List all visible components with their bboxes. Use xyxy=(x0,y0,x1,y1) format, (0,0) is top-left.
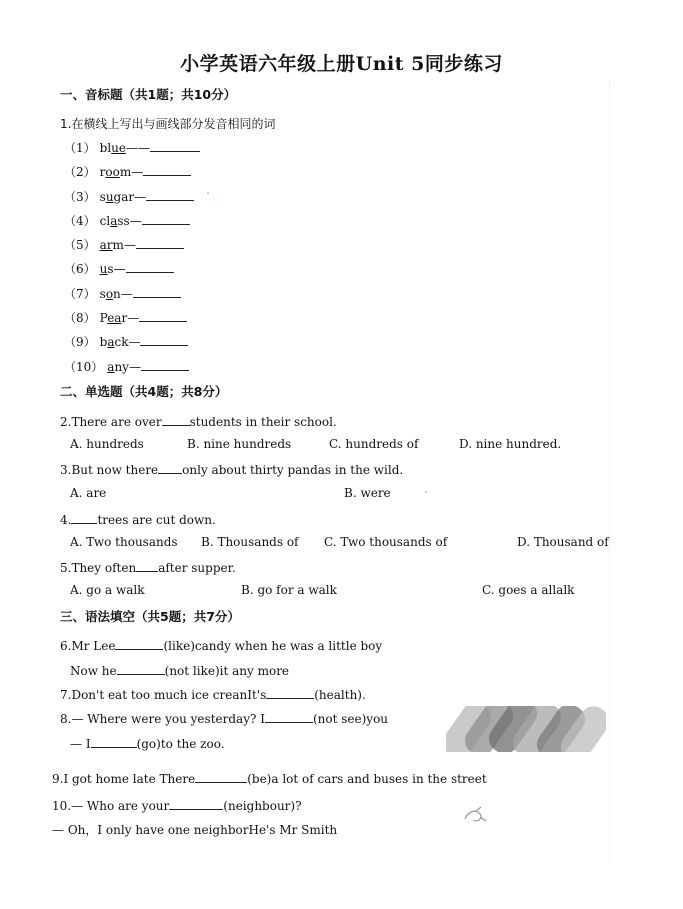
dash: — xyxy=(134,190,147,204)
word-part: bl xyxy=(99,141,112,155)
question-9 xyxy=(52,770,487,787)
item-number: （6） xyxy=(64,262,96,276)
underlined-sound: a xyxy=(107,335,115,349)
item-number: （8） xyxy=(64,311,96,325)
answer-blank[interactable] xyxy=(136,236,184,249)
answer-blank[interactable] xyxy=(133,285,181,298)
answer-blank[interactable] xyxy=(142,212,190,225)
word-part: s xyxy=(107,262,114,276)
q2-option-c[interactable]: C. hundreds of xyxy=(329,437,419,451)
dash: — xyxy=(128,360,141,374)
q4-option-b[interactable]: B. Thousands of xyxy=(201,535,299,549)
question-2-text-a: 2.There are over xyxy=(60,415,162,429)
underlined-sound: a xyxy=(110,214,118,228)
question-10-reply: — Oh，I only have one neighborHe's Mr Smith xyxy=(52,823,338,837)
item-number: （5） xyxy=(64,238,96,252)
q2-option-a[interactable]: A. hundreds xyxy=(70,437,144,451)
q4-option-a[interactable]: A. Two thousands xyxy=(70,535,178,549)
word-part: ny xyxy=(114,360,129,374)
scribble-icon xyxy=(462,805,488,827)
word-part: ck xyxy=(114,335,129,349)
underlined-sound: u xyxy=(99,262,108,276)
word-part: s xyxy=(99,190,106,204)
phonics-item xyxy=(64,358,189,375)
phonics-item xyxy=(64,333,188,350)
answer-blank[interactable] xyxy=(265,710,313,723)
word-part: n xyxy=(113,287,121,301)
q2-option-b[interactable]: B. nine hundreds xyxy=(187,437,292,451)
question-7-text-b: (health). xyxy=(314,688,366,702)
answer-blank[interactable] xyxy=(150,139,200,152)
dash: — xyxy=(113,262,126,276)
word-part: m xyxy=(112,238,124,252)
answer-blank[interactable] xyxy=(139,309,187,322)
page-edge-guide xyxy=(609,80,612,860)
q3-option-a[interactable]: A. are xyxy=(70,486,107,500)
question-8-second-text-a: — I xyxy=(70,737,91,751)
question-10-text-b: (neighbour)? xyxy=(223,799,302,813)
q4-option-d[interactable]: D. Thousand of xyxy=(517,535,609,549)
dash: — xyxy=(120,287,133,301)
underlined-sound: ue xyxy=(111,141,127,155)
question-3 xyxy=(60,461,403,478)
answer-blank[interactable] xyxy=(141,358,189,371)
word-part: gar xyxy=(113,190,135,204)
answer-blank[interactable] xyxy=(158,461,182,474)
question-3-text-b: only about thirty pandas in the wild. xyxy=(182,463,404,477)
dash: — xyxy=(127,311,140,325)
word-part: r xyxy=(99,165,106,179)
section-1-heading: 一、音标题（共1题；共10分） xyxy=(60,87,237,102)
item-number: （1） xyxy=(64,141,96,155)
question-3-text-a: 3.But now there xyxy=(60,463,159,477)
word-part: b xyxy=(99,335,108,349)
question-8-second xyxy=(70,735,225,752)
section-3-heading: 三、语法填空（共5题；共7分） xyxy=(60,609,240,624)
question-5-text-b: after supper. xyxy=(158,561,236,575)
question-2-text-b: students in their school. xyxy=(189,415,337,429)
q5-option-b[interactable]: B. go for a walk xyxy=(241,583,337,597)
item-number: （2） xyxy=(64,165,96,179)
underlined-sound: u xyxy=(105,190,114,204)
word-part: P xyxy=(99,311,108,325)
question-8-second-text-b: (go)to the zoo. xyxy=(136,737,225,751)
answer-blank[interactable] xyxy=(71,511,97,524)
dash: —— xyxy=(126,141,151,155)
question-6-text-a: 6.Mr Lee xyxy=(60,639,116,653)
question-9-text-b: (be)a lot of cars and buses in the street xyxy=(247,772,487,786)
question-4-text-a: 4. xyxy=(60,513,72,527)
question-8 xyxy=(60,710,388,727)
question-5-text-a: 5.They often xyxy=(60,561,137,575)
item-number: （10） xyxy=(64,360,104,374)
question-1: 1.在横线上写出与画线部分发音相同的词 xyxy=(60,117,276,131)
dash: — xyxy=(129,214,142,228)
question-10-text-a: 10.— Who are your xyxy=(52,799,170,813)
question-2 xyxy=(60,413,337,430)
question-9-text-a: 9.I got home late There xyxy=(52,772,196,786)
q2-option-d[interactable]: D. nine hundred. xyxy=(459,437,562,451)
phonics-item xyxy=(64,163,191,180)
answer-blank[interactable] xyxy=(126,260,174,273)
q5-option-a[interactable]: A. go a walk xyxy=(70,583,145,597)
phonics-item xyxy=(64,139,200,156)
dash: — xyxy=(131,165,144,179)
phonics-item xyxy=(64,260,174,277)
q5-option-c[interactable]: C. goes a allalk xyxy=(482,583,575,597)
question-10 xyxy=(52,797,302,814)
question-6-second-text-b: (not like)it any more xyxy=(164,664,290,678)
answer-blank[interactable] xyxy=(195,770,247,783)
question-4-text-b: trees are cut down. xyxy=(97,513,216,527)
phonics-item xyxy=(64,188,194,205)
answer-blank[interactable] xyxy=(266,686,314,699)
answer-blank[interactable] xyxy=(169,797,223,810)
section-2-heading: 二、单选题（共4题；共8分） xyxy=(60,384,228,399)
word-part: cl xyxy=(99,214,111,228)
underlined-sound: oo xyxy=(105,165,120,179)
page-title: 小学英语六年级上册Unit 5同步练习 xyxy=(180,53,503,75)
answer-blank[interactable] xyxy=(143,163,191,176)
question-6 xyxy=(60,637,382,654)
underlined-sound: ar xyxy=(99,238,113,252)
answer-blank[interactable] xyxy=(136,559,158,572)
word-part: s xyxy=(99,287,106,301)
speck xyxy=(207,192,209,194)
item-number: （3） xyxy=(64,190,96,204)
underlined-sound: o xyxy=(105,287,114,301)
question-7-text-a: 7.Don't eat too much ice creanIt's xyxy=(60,688,267,702)
answer-blank[interactable] xyxy=(117,662,165,675)
underlined-sound: ea xyxy=(107,311,122,325)
question-8-text-a: 8.— Where were you yesterday? I xyxy=(60,712,265,726)
item-number: （9） xyxy=(64,335,96,349)
dash: — xyxy=(123,238,136,252)
word-part: ss xyxy=(117,214,130,228)
answer-blank[interactable] xyxy=(91,735,137,748)
question-7 xyxy=(60,686,366,703)
question-6-second xyxy=(70,662,289,679)
word-part: m xyxy=(119,165,132,179)
q4-option-c[interactable]: C. Two thousands of xyxy=(324,535,448,549)
answer-blank[interactable] xyxy=(115,637,163,650)
answer-blank[interactable] xyxy=(146,188,194,201)
question-5 xyxy=(60,559,236,576)
question-6-second-text-a: Now he xyxy=(70,664,117,678)
phonics-item xyxy=(64,285,181,302)
answer-blank[interactable] xyxy=(140,333,188,346)
question-8-text-b: (not see)you xyxy=(312,712,389,726)
word-part: r xyxy=(121,311,128,325)
phonics-item xyxy=(64,309,187,326)
answer-blank[interactable] xyxy=(162,413,190,426)
speck xyxy=(425,491,427,493)
phonics-item xyxy=(64,212,190,229)
question-4 xyxy=(60,511,216,528)
item-number: （7） xyxy=(64,287,96,301)
ink-smudge xyxy=(446,706,606,752)
q3-option-b[interactable]: B. were xyxy=(344,486,391,500)
phonics-item xyxy=(64,236,184,253)
question-6-text-b: (like)candy when he was a little boy xyxy=(163,639,383,653)
underlined-sound: a xyxy=(107,360,115,374)
item-number: （4） xyxy=(64,214,96,228)
dash: — xyxy=(128,335,141,349)
